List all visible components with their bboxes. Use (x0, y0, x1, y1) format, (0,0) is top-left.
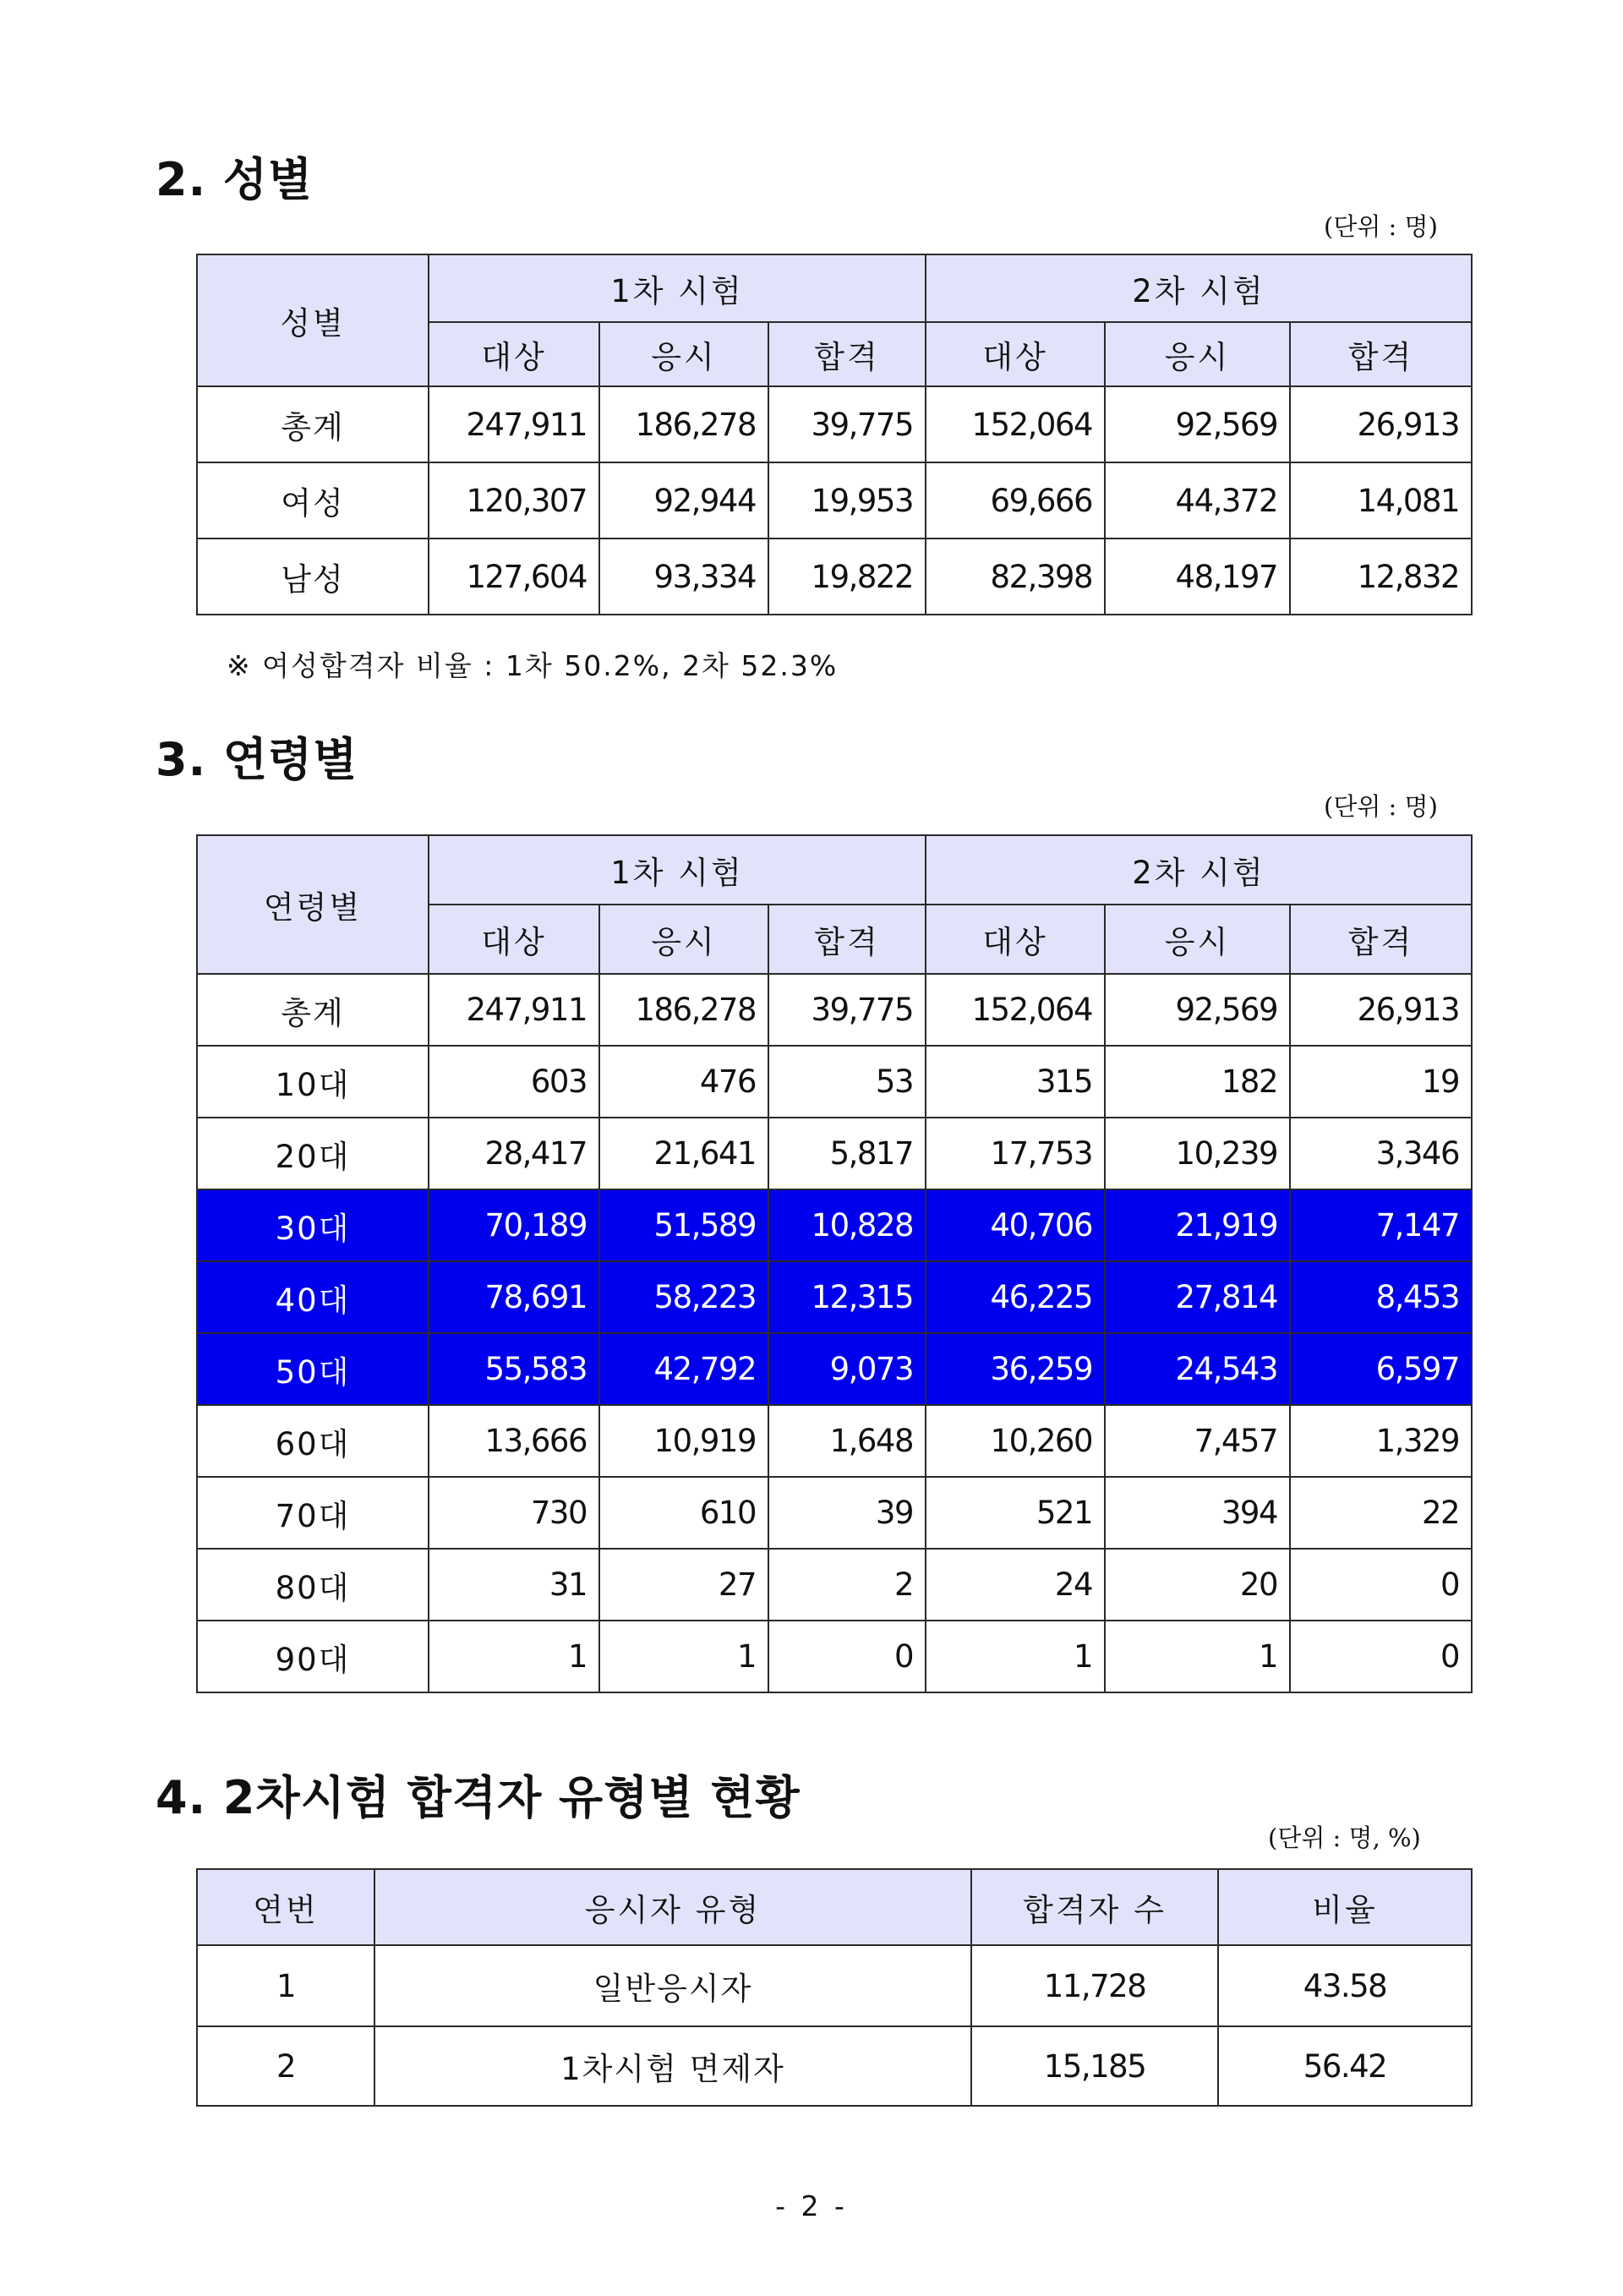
cell: 15,185 (971, 2026, 1218, 2106)
cell: 315 (926, 1046, 1105, 1118)
cell: 일반응시자 (374, 1945, 971, 2026)
cell: 19 (1290, 1046, 1472, 1118)
types-header: 비율 (1218, 1869, 1472, 1945)
row-label: 50대 (197, 1333, 429, 1405)
row-label: 30대 (197, 1189, 429, 1261)
cell: 7,147 (1290, 1189, 1472, 1261)
cell: 1 (429, 1621, 599, 1692)
cell: 39,775 (768, 974, 926, 1046)
cell: 1 (197, 1945, 374, 2026)
age-subheader: 대상 (429, 905, 599, 974)
cell: 39 (768, 1477, 926, 1549)
cell: 152,064 (926, 974, 1105, 1046)
cell: 24,543 (1105, 1333, 1290, 1405)
cell: 521 (926, 1477, 1105, 1549)
table-row (197, 1477, 1472, 1549)
cell: 36,259 (926, 1333, 1105, 1405)
cell: 127,604 (429, 538, 599, 615)
cell: 0 (768, 1621, 926, 1692)
cell: 5,817 (768, 1118, 926, 1189)
cell: 69,666 (926, 462, 1105, 538)
cell: 247,911 (429, 386, 599, 462)
row-label: 80대 (197, 1549, 429, 1621)
cell: 7,457 (1105, 1405, 1290, 1477)
age-subheader: 응시 (1105, 905, 1290, 974)
cell: 44,372 (1105, 462, 1290, 538)
cell: 1 (926, 1621, 1105, 1692)
cell: 10,828 (768, 1189, 926, 1261)
table-row (197, 1189, 1472, 1261)
cell: 20 (1105, 1549, 1290, 1621)
cell: 26,913 (1290, 386, 1472, 462)
cell: 120,307 (429, 462, 599, 538)
row-label: 남성 (197, 538, 429, 615)
cell: 92,569 (1105, 974, 1290, 1046)
cell: 19,953 (768, 462, 926, 538)
cell: 476 (599, 1046, 768, 1118)
cell: 43.58 (1218, 1945, 1472, 2026)
cell: 2 (768, 1549, 926, 1621)
gender-subheader: 합격 (1290, 322, 1472, 386)
table-row (197, 1046, 1472, 1118)
cell: 58,223 (599, 1261, 768, 1333)
table-row (197, 1261, 1472, 1333)
gender-table (196, 254, 1473, 615)
cell: 2 (197, 2026, 374, 2106)
age-unit-label: (단위 : 명) (1324, 792, 1438, 821)
row-label: 90대 (197, 1621, 429, 1692)
cell: 40,706 (926, 1189, 1105, 1261)
gender-subheader: 응시 (599, 322, 768, 386)
cell: 10,260 (926, 1405, 1105, 1477)
cell: 24 (926, 1549, 1105, 1621)
cell: 14,081 (1290, 462, 1472, 538)
types-header: 연번 (197, 1869, 374, 1945)
cell: 603 (429, 1046, 599, 1118)
cell: 186,278 (599, 386, 768, 462)
table-row (197, 538, 1472, 615)
types-header: 합격자 수 (971, 1869, 1218, 1945)
row-label: 여성 (197, 462, 429, 538)
cell: 0 (1290, 1549, 1472, 1621)
types-section-title: 4. 2차시험 합격자 유형별 현황 (156, 1771, 801, 1824)
cell: 10,919 (599, 1405, 768, 1477)
cell: 610 (599, 1477, 768, 1549)
gender-second-exam-header: 2차 시험 (926, 254, 1472, 322)
cell: 394 (1105, 1477, 1290, 1549)
cell: 730 (429, 1477, 599, 1549)
gender-section-title: 2. 성별 (156, 153, 314, 206)
gender-subheader: 합격 (768, 322, 926, 386)
gender-subheader: 응시 (1105, 322, 1290, 386)
cell: 12,832 (1290, 538, 1472, 615)
row-label: 총계 (197, 386, 429, 462)
cell: 152,064 (926, 386, 1105, 462)
table-row (197, 462, 1472, 538)
gender-row-header: 성별 (197, 254, 429, 386)
cell: 39,775 (768, 386, 926, 462)
age-subheader: 합격 (1290, 905, 1472, 974)
cell: 8,453 (1290, 1261, 1472, 1333)
row-label: 60대 (197, 1405, 429, 1477)
gender-subheader: 대상 (926, 322, 1105, 386)
cell: 247,911 (429, 974, 599, 1046)
cell: 1차시험 면제자 (374, 2026, 971, 2106)
cell: 82,398 (926, 538, 1105, 615)
age-subheader: 합격 (768, 905, 926, 974)
age-row-header: 연령별 (197, 835, 429, 974)
cell: 12,315 (768, 1261, 926, 1333)
types-unit-label: (단위 : 명, %) (1268, 1823, 1421, 1852)
cell: 26,913 (1290, 974, 1472, 1046)
cell: 1 (599, 1621, 768, 1692)
cell: 46,225 (926, 1261, 1105, 1333)
cell: 56.42 (1218, 2026, 1472, 2106)
table-row (197, 1621, 1472, 1692)
table-row (197, 386, 1472, 462)
cell: 27,814 (1105, 1261, 1290, 1333)
cell: 70,189 (429, 1189, 599, 1261)
types-table (196, 1868, 1473, 2107)
cell: 21,919 (1105, 1189, 1290, 1261)
cell: 13,666 (429, 1405, 599, 1477)
cell: 31 (429, 1549, 599, 1621)
cell: 9,073 (768, 1333, 926, 1405)
row-label: 40대 (197, 1261, 429, 1333)
cell: 93,334 (599, 538, 768, 615)
cell: 6,597 (1290, 1333, 1472, 1405)
table-row (197, 974, 1472, 1046)
cell: 55,583 (429, 1333, 599, 1405)
table-row (197, 1118, 1472, 1189)
age-subheader: 대상 (926, 905, 1105, 974)
row-label: 총계 (197, 974, 429, 1046)
cell: 10,239 (1105, 1118, 1290, 1189)
row-label: 70대 (197, 1477, 429, 1549)
cell: 1,648 (768, 1405, 926, 1477)
page-number: - 2 - (775, 2189, 848, 2222)
cell: 1 (1105, 1621, 1290, 1692)
types-header: 응시자 유형 (374, 1869, 971, 1945)
gender-first-exam-header: 1차 시험 (429, 254, 926, 322)
age-table (196, 834, 1473, 1693)
gender-unit-label: (단위 : 명) (1324, 212, 1438, 241)
cell: 0 (1290, 1621, 1472, 1692)
cell: 28,417 (429, 1118, 599, 1189)
cell: 27 (599, 1549, 768, 1621)
table-row (197, 2026, 1472, 2106)
cell: 22 (1290, 1477, 1472, 1549)
cell: 21,641 (599, 1118, 768, 1189)
cell: 1,329 (1290, 1405, 1472, 1477)
cell: 186,278 (599, 974, 768, 1046)
gender-subheader: 대상 (429, 322, 599, 386)
cell: 53 (768, 1046, 926, 1118)
cell: 48,197 (1105, 538, 1290, 615)
table-row (197, 1945, 1472, 2026)
cell: 3,346 (1290, 1118, 1472, 1189)
age-section-title: 3. 연령별 (156, 733, 358, 786)
cell: 42,792 (599, 1333, 768, 1405)
cell: 19,822 (768, 538, 926, 615)
row-label: 20대 (197, 1118, 429, 1189)
age-first-exam-header: 1차 시험 (429, 835, 926, 905)
cell: 92,569 (1105, 386, 1290, 462)
table-row (197, 1405, 1472, 1477)
cell: 11,728 (971, 1945, 1218, 2026)
cell: 182 (1105, 1046, 1290, 1118)
cell: 78,691 (429, 1261, 599, 1333)
cell: 51,589 (599, 1189, 768, 1261)
gender-note: ※ 여성합격자 비율 : 1차 50.2%, 2차 52.3% (227, 649, 839, 682)
age-second-exam-header: 2차 시험 (926, 835, 1472, 905)
age-subheader: 응시 (599, 905, 768, 974)
cell: 17,753 (926, 1118, 1105, 1189)
cell: 92,944 (599, 462, 768, 538)
row-label: 10대 (197, 1046, 429, 1118)
table-row (197, 1333, 1472, 1405)
table-row (197, 1549, 1472, 1621)
